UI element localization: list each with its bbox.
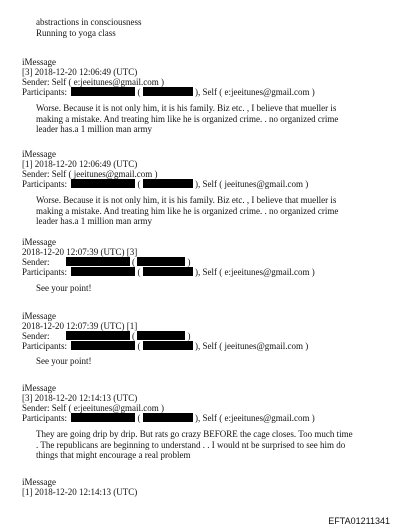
redaction-box: [71, 87, 135, 96]
document-id: EFTA01211341: [328, 515, 390, 526]
message-header: [1] 2018-12-20 12:06:49 (UTC): [22, 159, 138, 169]
message-body: They are going drip by drip. But rats go crazy BEFORE the cage closes. Too much time . The republicans are beginning to understand . . I would nt be surprised to see him do things that might encourage a real problem: [36, 429, 353, 460]
sender-label: Sender:: [22, 331, 50, 341]
participants-line: Participants: ( ), Self ( e:jeeitunes@gmail.com ): [22, 87, 315, 97]
participants-tail: ), Self ( e:jeeitunes@gmail.com ): [195, 267, 315, 277]
sender-line: Sender: Self ( e:jeeitunes@gmail.com ): [22, 77, 164, 87]
redaction-box: [71, 179, 135, 188]
message-header: 2018-12-20 12:07:39 (UTC) [1]: [22, 321, 138, 331]
service-label: iMessage: [22, 383, 56, 393]
redaction-box: [143, 87, 193, 96]
participants-line: Participants: ( ), Self ( jeeitunes@gmail.com ): [22, 341, 309, 351]
redaction-box: [137, 257, 185, 266]
sender-line: Sender: Self ( e:jeeitunes@gmail.com ): [22, 403, 164, 413]
participants-line: Participants: ( ), Self ( e:jeeitunes@gmail.com ): [22, 413, 315, 423]
redaction-box: [143, 179, 193, 188]
sender-line: Sender: ( ): [22, 257, 191, 267]
redaction-box: [71, 267, 135, 276]
service-label: iMessage: [22, 237, 56, 247]
redaction-box: [66, 331, 130, 340]
service-label: iMessage: [22, 477, 56, 487]
redaction-box: [143, 413, 193, 422]
sender-line: Sender: Self ( jeeitunes@gmail.com ): [22, 169, 158, 179]
participants-label: Participants:: [22, 413, 67, 423]
service-label: iMessage: [22, 311, 56, 321]
participants-label: Participants:: [22, 267, 67, 277]
participants-line: Participants: ( ), Self ( e:jeeitunes@gmail.com ): [22, 267, 315, 277]
message-body: See your point!: [36, 356, 92, 366]
participants-tail: ), Self ( e:jeeitunes@gmail.com ): [195, 87, 315, 97]
participants-tail: ), Self ( e:jeeitunes@gmail.com ): [195, 413, 315, 423]
participants-line: Participants: ( ), Self ( jeeitunes@gmail.com ): [22, 179, 309, 189]
message-header: 2018-12-20 12:07:39 (UTC) [3]: [22, 247, 138, 257]
message-body: See your point!: [36, 283, 92, 293]
message-header: [1] 2018-12-20 12:14:13 (UTC): [22, 487, 138, 497]
intro-line-1: abstractions in consciousness: [36, 17, 142, 27]
redaction-box: [71, 341, 135, 350]
service-label: iMessage: [22, 149, 56, 159]
service-label: iMessage: [22, 57, 56, 67]
sender-line: Sender: ( ): [22, 331, 191, 341]
redaction-box: [66, 257, 130, 266]
participants-tail: ), Self ( jeeitunes@gmail.com ): [195, 341, 309, 351]
redaction-box: [137, 331, 185, 340]
participants-label: Participants:: [22, 341, 67, 351]
message-header: [3] 2018-12-20 12:06:49 (UTC): [22, 67, 138, 77]
message-body: Worse. Because it is not only him, it is his family. Biz etc. , I believe that mueller is making a mistake. And treating him like he is organized crime. . no organized crime leader has.a 1 million man army: [36, 195, 339, 226]
redaction-box: [143, 267, 193, 276]
sender-label: Sender:: [22, 257, 50, 267]
participants-label: Participants:: [22, 87, 67, 97]
participants-tail: ), Self ( jeeitunes@gmail.com ): [195, 179, 309, 189]
intro-line-2: Running to yoga class: [36, 28, 116, 38]
participants-label: Participants:: [22, 179, 67, 189]
redaction-box: [71, 413, 135, 422]
message-header: [3] 2018-12-20 12:14:13 (UTC): [22, 393, 138, 403]
message-body: Worse. Because it is not only him, it is his family. Biz etc. , I believe that mueller is making a mistake. And treating him like he is organized crime. . no organized crime leader has.a 1 million man army: [36, 103, 339, 134]
redaction-box: [143, 341, 193, 350]
